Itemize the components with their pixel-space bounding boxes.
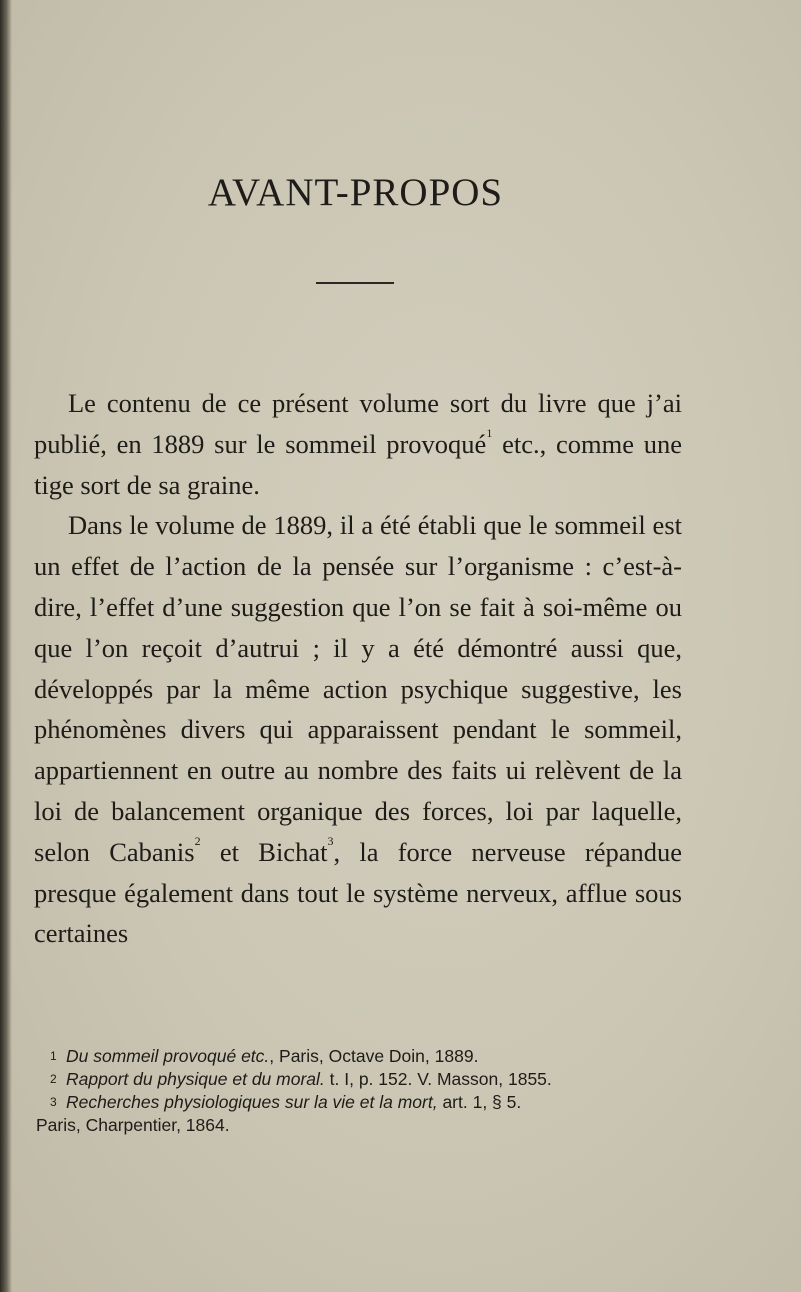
paragraph-1 bbox=[34, 383, 682, 505]
footnote-ref-1: 1 bbox=[486, 425, 493, 440]
paragraph-2-text-c: , la force nerveuse répandue presque également dans tout le système nerveux, afflue sous certaines bbox=[34, 836, 682, 949]
paragraph-2 bbox=[34, 505, 682, 954]
footnote-text: t. I, p. 152. V. Masson, 1855. bbox=[324, 1069, 552, 1089]
footnote-number: 3 bbox=[50, 1095, 57, 1109]
footnote-number: 2 bbox=[50, 1072, 57, 1086]
page-title: AVANT-PROPOS bbox=[207, 171, 504, 214]
paragraph-1-text-a: Le contenu de ce présent volume sort du livre que j’ai publié, en 1889 sur le sommeil provoqué bbox=[34, 388, 682, 459]
footnote-number: 1 bbox=[50, 1049, 57, 1063]
paragraph-1-text-b: etc., comme une tige sort de sa graine. bbox=[34, 428, 682, 500]
footnote-title: Rapport du physique et du moral. bbox=[66, 1069, 325, 1089]
footnote-ref-3: 3 bbox=[327, 833, 334, 848]
footnote-text: art. 1, § 5. bbox=[437, 1092, 522, 1112]
footnote-1 bbox=[50, 1045, 690, 1068]
footnote-2 bbox=[50, 1068, 690, 1091]
body-text bbox=[34, 383, 682, 954]
paragraph-2-text-b: et Bichat bbox=[200, 836, 328, 867]
title-rule bbox=[316, 282, 394, 284]
footnote-ref-2: 2 bbox=[194, 833, 201, 848]
footnote-title: Du sommeil provoqué etc. bbox=[66, 1046, 270, 1066]
footnote-text: , Paris, Octave Doin, 1889. bbox=[269, 1046, 479, 1066]
footnote-3-continuation: Paris, Charpentier, 1864. bbox=[36, 1115, 230, 1135]
footnote-title: Recherches physiologiques sur la vie et la mort, bbox=[66, 1092, 438, 1112]
footnotes bbox=[36, 1045, 690, 1137]
footnote-3 bbox=[50, 1091, 690, 1114]
paragraph-2-text-a: Dans le volume de 1889, il a été établi que le sommeil est un effet de l’action de la pensée sur l’organisme : c’est-à-dire, l’effet d’une suggestion que l’on se fait à soi-même ou que l’on reçoit d’autrui ; il y a été démontré aussi que, développés par la même action psychique suggestive, les phénomènes divers qui apparaissent pendant le sommeil, appartiennent en outre au nombre des faits ui relèvent de la loi de balancement organique des forces, loi par laquelle, selon Cabanis bbox=[34, 510, 682, 867]
